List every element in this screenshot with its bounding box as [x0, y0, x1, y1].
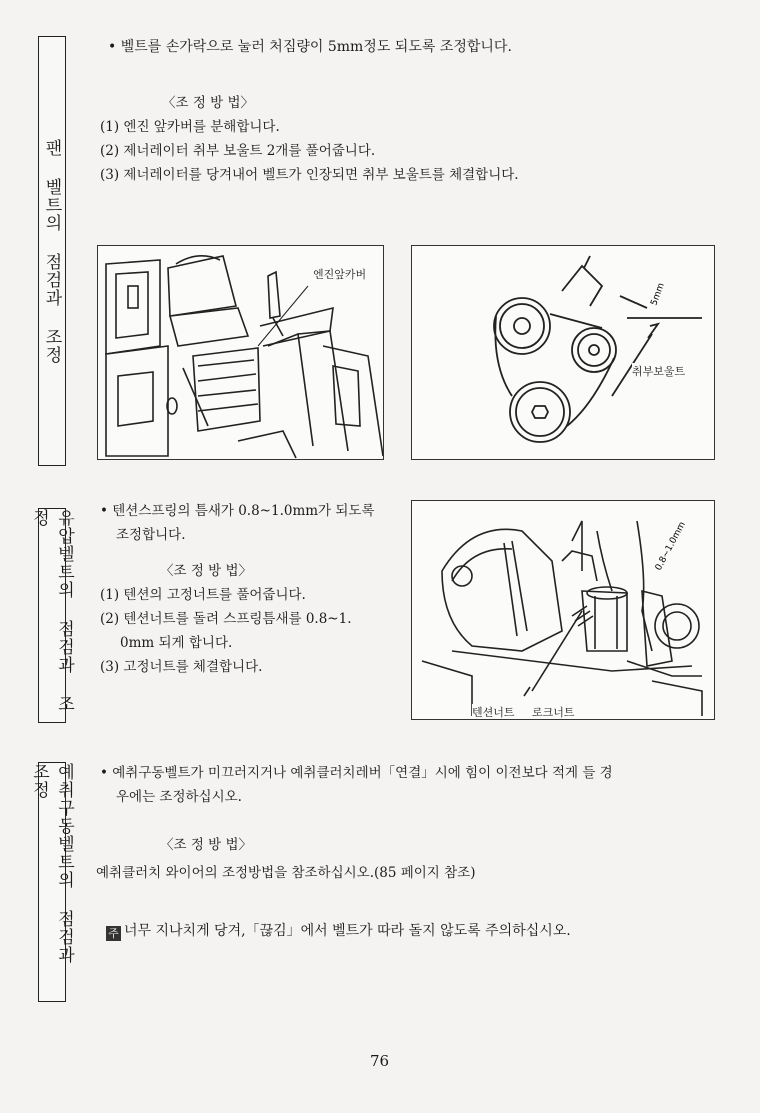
section1-step-3: (3) 제너레이터를 당겨내어 벨트가 인장되면 취부 보울트를 체결합니다. — [100, 167, 519, 183]
section2-instruction-line2: 조정합니다. — [116, 527, 186, 543]
spring-gap-dim: 0.8~1.0mm — [653, 520, 688, 573]
section2-method-title: 〈조 정 방 법〉 — [160, 563, 253, 579]
section2-step-2-cont: 0mm 되게 합니다. — [120, 635, 233, 651]
mounting-bolt-label: 취부보울트 — [632, 365, 686, 378]
section1-instruction: • 벨트를 손가락으로 눌러 처짐량이 5mm정도 되도록 조정합니다. — [108, 39, 512, 55]
tension-spring-drawing — [412, 501, 715, 720]
tab-hydraulic-belt: 유압벨트의 점검과 조정 — [38, 508, 66, 723]
tab-fan-belt: 팬 벨트의 점검과 조정 — [38, 36, 66, 466]
engine-cover-label: 엔진앞카버 — [313, 268, 367, 281]
note-icon: 주 — [106, 926, 121, 941]
section2-step-2: (2) 텐션너트를 돌려 스프링틈새를 0.8~1. — [100, 611, 352, 627]
section3-reference: 예취클러치 와이어의 조정방법을 참조하십시오.(85 페이지 참조) — [96, 865, 476, 881]
section3-instruction-line1: • 예취구동벨트가 미끄러지거나 예취클러치레버「연결」시에 힘이 이전보다 적게 들 경 — [100, 765, 613, 781]
section1-step-2: (2) 제너레이터 취부 보울트 2개를 풀어줍니다. — [100, 143, 376, 159]
lock-nut-label: 로크너트 — [532, 706, 575, 719]
tab-pto-belt: 예취구동벨트의 점검과 조정 — [38, 762, 66, 1002]
section2-step-3: (3) 고정너트를 체결합니다. — [100, 659, 263, 675]
belt-pulley-figure — [411, 245, 715, 460]
tension-spring-figure — [411, 500, 715, 720]
section2-step-1: (1) 텐션의 고정너트를 풀어줍니다. — [100, 587, 306, 603]
page-number: 76 — [370, 1052, 390, 1070]
tension-nut-label: 텐션너트 — [472, 706, 515, 719]
note-text: 너무 지나치게 당겨,「끊김」에서 벨트가 따라 돌지 않도록 주의하십시오. — [124, 923, 571, 939]
section3-note — [106, 920, 571, 942]
engine-cover-figure — [97, 245, 384, 460]
belt-deflection-dim: 5mm — [649, 281, 667, 308]
section2-instruction-line1: • 텐션스프링의 틈새가 0.8~1.0mm가 되도록 — [100, 503, 375, 519]
section3-instruction-line2: 우에는 조정하십시오. — [116, 789, 242, 805]
belt-pulley-drawing — [412, 246, 715, 460]
section1-step-1: (1) 엔진 앞카버를 분해합니다. — [100, 119, 280, 135]
section3-method-title: 〈조 정 방 법〉 — [160, 837, 253, 853]
section1-method-title: 〈조 정 방 법〉 — [162, 95, 255, 111]
